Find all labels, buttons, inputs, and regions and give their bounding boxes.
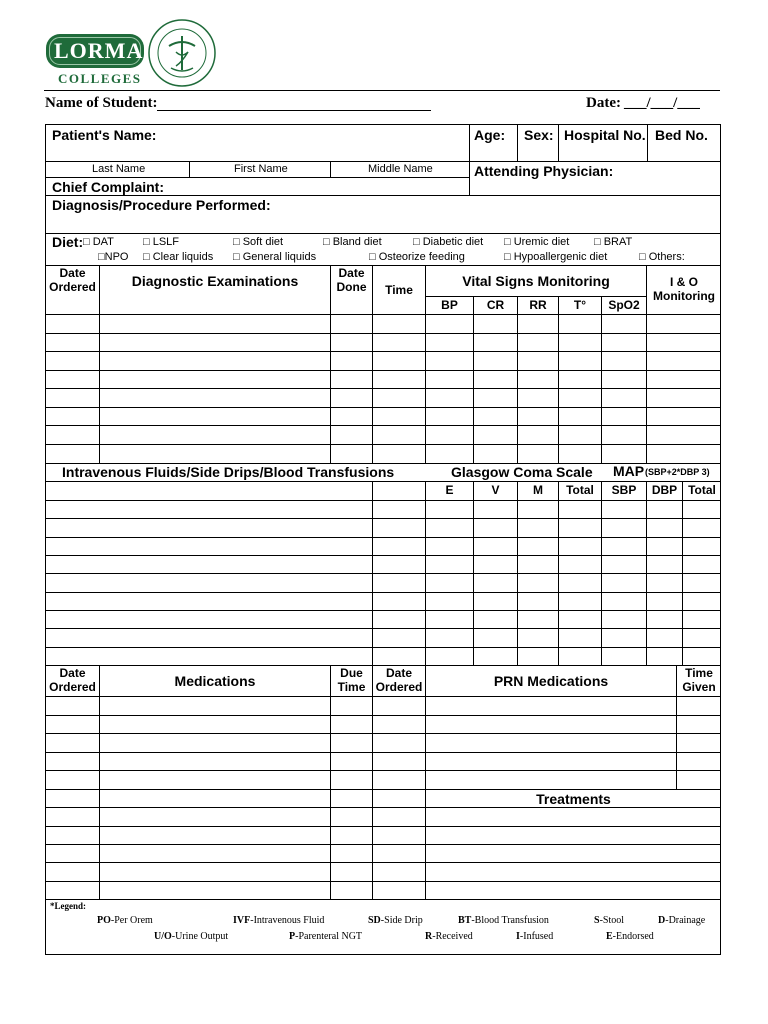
logo-brand: LORMA <box>54 38 144 63</box>
legend-s: S-Stool <box>594 915 625 926</box>
diag-row-line <box>45 425 721 426</box>
med-row-line <box>45 752 721 753</box>
map-header: MAP <box>613 463 645 479</box>
last-name-label: Last Name <box>92 163 146 175</box>
iv-row-line <box>45 537 721 538</box>
med-row-line <box>45 844 721 845</box>
diet-hypoallergenic[interactable]: □ Hypoallergenic diet <box>504 251 608 263</box>
diet-uremic[interactable]: □ Uremic diet <box>504 236 570 248</box>
legend-po: PO-Per Orem <box>97 915 153 926</box>
med-row-line <box>45 789 721 790</box>
bed-no-label: Bed No. <box>655 127 708 143</box>
date-blank[interactable]: ___/___/___ <box>624 95 700 111</box>
iv-row-line <box>45 610 721 611</box>
student-line[interactable] <box>157 110 431 111</box>
med-row-line <box>45 826 721 827</box>
lorma-logo <box>46 34 144 68</box>
med-due-time-header: Due Time <box>337 666 366 694</box>
iv-row-line <box>45 555 721 556</box>
gcs-v: V <box>491 483 500 497</box>
io-header: I & O Monitoring <box>653 275 715 303</box>
map-total: Total <box>688 483 716 497</box>
diag-row-line <box>45 333 721 334</box>
med-date-ordered-header: Date Ordered <box>49 666 96 694</box>
diag-row-line <box>45 370 721 371</box>
diag-date-done-header: Date Done <box>336 266 367 294</box>
diag-row-line <box>45 444 721 445</box>
first-name-label: First Name <box>234 163 288 175</box>
iv-row-line <box>45 628 721 629</box>
age-label: Age: <box>474 127 506 143</box>
iv-header: Intravenous Fluids/Side Drips/Blood Transfusions <box>62 464 395 480</box>
middle-name-label: Middle Name <box>368 163 433 175</box>
legend-sd: SD-Side Drip <box>368 915 423 926</box>
medications-header: Medications <box>174 673 256 689</box>
form-frame <box>45 124 721 955</box>
diet-soft[interactable]: □ Soft diet <box>233 236 284 248</box>
diet-diabetic[interactable]: □ Diabetic diet <box>413 236 484 248</box>
med-row-line <box>45 862 721 863</box>
legend-ivf: IVF-Intravenous Fluid <box>233 915 325 926</box>
med-row-line <box>45 770 721 771</box>
legend-uo: U/O-Urine Output <box>154 931 229 942</box>
diet-brat[interactable]: □ BRAT <box>594 236 633 248</box>
gcs-header: Glasgow Coma Scale <box>451 464 593 480</box>
map-dbp: DBP <box>651 483 678 497</box>
diet-lslf[interactable]: □ LSLF <box>143 236 179 248</box>
vital-rr: RR <box>529 298 547 312</box>
legend-bt: BT-Blood Transfusion <box>458 915 549 926</box>
diag-date-ordered-header: Date Ordered <box>49 266 96 294</box>
hospital-no-label: Hospital No. <box>564 127 646 143</box>
patient-name-label: Patient's Name: <box>52 127 157 143</box>
iv-row-line <box>45 518 721 519</box>
diet-osteorize[interactable]: □ Osteorize feeding <box>369 251 465 263</box>
date-label: Date: <box>586 95 621 111</box>
header-rule <box>44 90 720 91</box>
diet-npo[interactable]: □NPO <box>98 251 129 263</box>
med-row-line <box>45 807 721 808</box>
iv-row-line <box>45 573 721 574</box>
map-sbp: SBP <box>611 483 637 497</box>
med-row-line <box>45 881 721 882</box>
vital-cr: CR <box>486 298 505 312</box>
med-row-line <box>45 715 721 716</box>
diag-exam-header: Diagnostic Examinations <box>131 273 299 289</box>
vital-temp: T° <box>573 298 587 312</box>
legend-i: I-Infused <box>516 931 554 942</box>
iv-row-line <box>45 500 721 501</box>
diag-row-line <box>45 407 721 408</box>
diagnosis-label: Diagnosis/Procedure Performed: <box>52 197 271 213</box>
diet-clear-liquids[interactable]: □ Clear liquids <box>143 251 214 263</box>
diag-row-line <box>45 388 721 389</box>
diet-general-liquids[interactable]: □ General liquids <box>233 251 317 263</box>
complaint-label: Chief Complaint: <box>52 179 164 195</box>
vitals-header: Vital Signs Monitoring <box>462 273 610 289</box>
iv-row-line <box>45 647 721 648</box>
student-label: Name of Student: <box>45 95 158 111</box>
gcs-m: M <box>533 483 543 497</box>
diag-time-header: Time <box>385 283 413 297</box>
logo-subtitle: COLLEGES <box>58 71 142 86</box>
vital-spo2: SpO2 <box>608 298 640 312</box>
legend-p: P-Parenteral NGT <box>289 931 363 942</box>
gcs-total: Total <box>566 483 594 497</box>
iv-row-line <box>45 592 721 593</box>
treatments-header: Treatments <box>536 791 611 807</box>
med-row-line <box>45 733 721 734</box>
physician-label: Attending Physician: <box>474 163 614 179</box>
time-given-header: Time Given <box>682 666 716 694</box>
prn-header: PRN Medications <box>493 673 609 689</box>
diet-label: Diet: <box>52 234 84 250</box>
gcs-e: E <box>445 483 454 497</box>
legend-title: *Legend: <box>50 901 86 911</box>
nursing-seal <box>147 18 217 88</box>
med-date-ordered2-header: Date Ordered <box>375 666 423 694</box>
diet-bland[interactable]: □ Bland diet <box>323 236 382 248</box>
diet-others[interactable]: □ Others: <box>639 251 685 263</box>
diag-row-line <box>45 314 721 315</box>
legend-d: D-Drainage <box>658 915 706 926</box>
diag-row-line <box>45 351 721 352</box>
map-formula: (SBP+2*DBP 3) <box>645 467 710 477</box>
sex-label: Sex: <box>524 127 554 143</box>
vital-bp: BP <box>441 298 458 312</box>
legend-e: E-Endorsed <box>606 931 654 942</box>
diet-dat[interactable]: □ DAT <box>83 236 114 248</box>
legend-r: R-Received <box>425 931 473 942</box>
